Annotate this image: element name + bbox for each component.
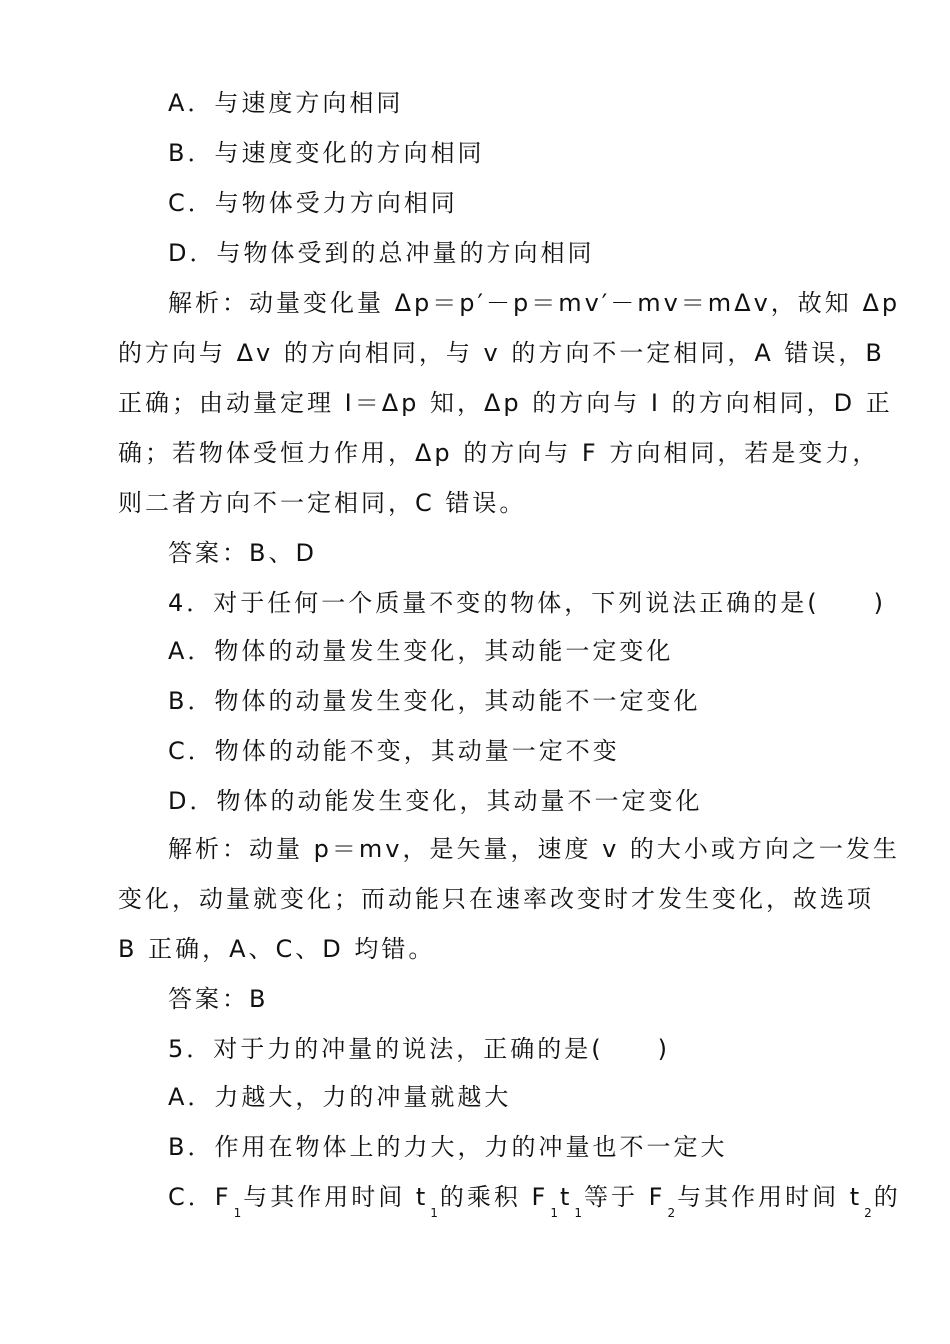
q5-option-b: B．作用在物体上的力大，力的冲量也不一定大: [168, 1133, 728, 1161]
q3-analysis-line-2: 的方向与 Δv 的方向相同，与 v 的方向不一定相同，A 错误，B: [118, 339, 885, 367]
q3-analysis-line-3: 正确；由动量定理 I＝Δp 知，Δp 的方向与 I 的方向相同，D 正: [118, 389, 893, 417]
q5-c-text: 与其作用时间 t: [677, 1183, 863, 1211]
q3-option-d: D．与物体受到的总冲量的方向相同: [168, 239, 595, 267]
q5-c-prefix: C．F: [168, 1183, 232, 1211]
q4-option-a: A．物体的动量发生变化，其动能一定变化: [168, 637, 674, 665]
q3-option-c: C．与物体受力方向相同: [168, 189, 458, 217]
q3-analysis-line-1: 解析：动量变化量 Δp＝p′－p＝mv′－mv＝mΔv，故知 Δp: [168, 289, 901, 317]
q5-c-text: t: [559, 1183, 573, 1211]
q3-answer: 答案：B、D: [168, 539, 317, 567]
q4-analysis-line-2: 变化，动量就变化；而动能只在速率改变时才发生变化，故选项: [118, 885, 874, 913]
q4-answer: 答案：B: [168, 985, 269, 1013]
subscript: 1: [233, 1206, 242, 1220]
q5-option-c: [168, 1182, 901, 1228]
q3-option-a: A．与速度方向相同: [168, 89, 404, 117]
q5-stem: 5．对于力的冲量的说法，正确的是( ): [168, 1035, 670, 1063]
q5-c-text: 的乘积 F: [439, 1183, 549, 1211]
q4-analysis-line-3: B 正确，A、C、D 均错。: [118, 935, 436, 963]
subscript: 2: [667, 1206, 676, 1220]
q4-option-c: C．物体的动能不变，其动量一定不变: [168, 737, 620, 765]
subscript: 1: [550, 1206, 558, 1220]
subscript: 2: [864, 1206, 872, 1220]
q3-option-b: B．与速度变化的方向相同: [168, 139, 485, 167]
q5-option-a: A．力越大，力的冲量就越大: [168, 1083, 512, 1111]
subscript: 1: [430, 1206, 438, 1220]
q3-analysis-line-5: 则二者方向不一定相同，C 错误。: [118, 489, 527, 517]
q4-option-d: D．物体的动能发生变化，其动量不一定变化: [168, 787, 703, 815]
q4-stem: 4．对于任何一个质量不变的物体，下列说法正确的是( ): [168, 589, 886, 617]
q4-option-b: B．物体的动量发生变化，其动能不一定变化: [168, 687, 701, 715]
q5-c-text: 等于 F: [584, 1183, 666, 1211]
q5-c-text: 与其作用时间 t: [243, 1183, 429, 1211]
q5-c-text: 的: [873, 1183, 901, 1211]
q4-analysis-line-1: 解析：动量 p＝mv，是矢量，速度 v 的大小或方向之一发生: [168, 835, 900, 863]
subscript: 1: [574, 1206, 583, 1220]
q3-analysis-line-4: 确；若物体受恒力作用，Δp 的方向与 F 方向相同，若是变力，: [118, 439, 880, 467]
